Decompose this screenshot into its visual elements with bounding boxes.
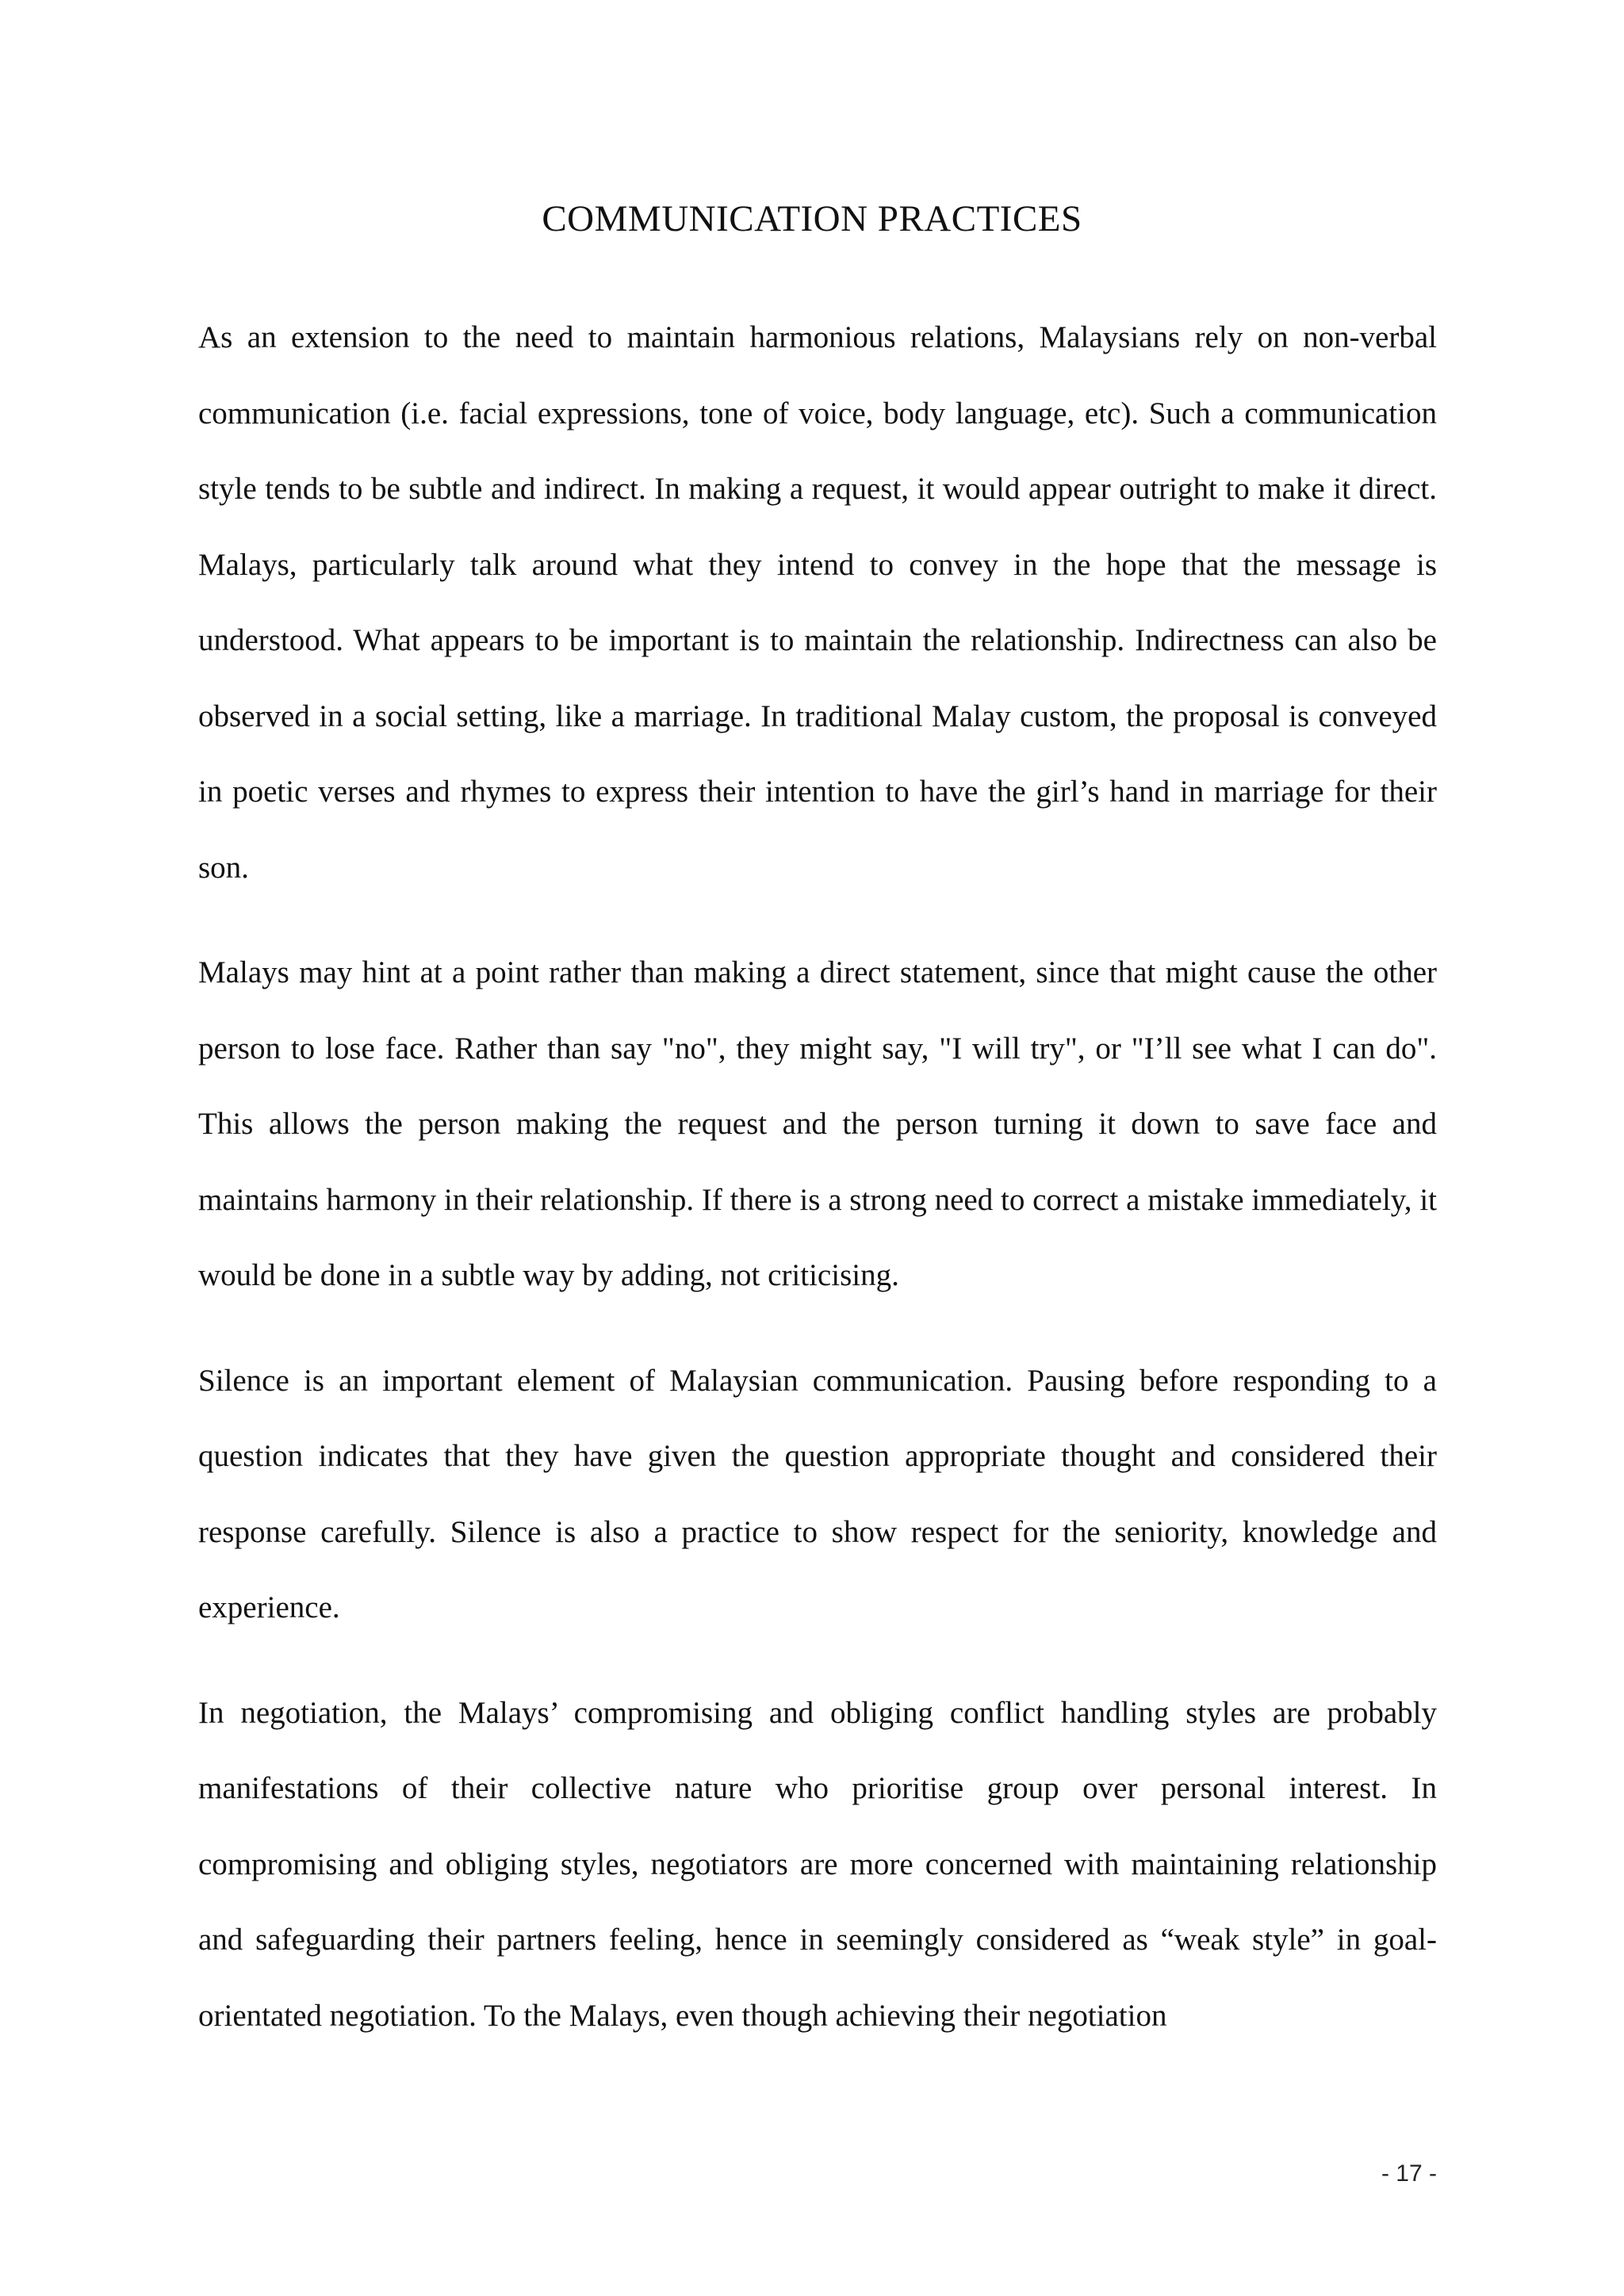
page-number: - 17 - — [1381, 2160, 1437, 2187]
page-title: COMMUNICATION PRACTICES — [542, 198, 1082, 239]
paragraph-silence: Silence is an important element of Malaysian communication. Pausing before responding to a question indicates that they have given the question appropriate thought and considered their response carefully. Silence is also a practice to show respect for the seniority, knowledge and experience. — [198, 1363, 1437, 1624]
paragraph-saving-face: Malays may hint at a point rather than making a direct statement, since that might cause the other person to lose face. Rather than say "no", they might say, "I will try", or "I’ll see what I can do". This allows the person making the request and the person turning it down to save face and maintains harmony in their relationship. If there is a strong need to correct a mistake immediately, it would be done in a subtle way by adding, not criticising. — [198, 955, 1437, 1292]
paragraph-negotiation: In negotiation, the Malays’ compromising and obliging conflict handling styles are probably manifestations of their collective nature who prioritise group over personal interest. In compromising and obliging styles, negotiators are more concerned with maintaining relationship and safeguarding their partners feeling, hence in seemingly considered as “weak style” in goal-orientated negotiation. To the Malays, even though achieving their negotiation — [198, 1695, 1437, 2033]
body-text — [198, 300, 1437, 2053]
paragraph-nonverbal-communication: As an extension to the need to maintain harmonious relations, Malaysians rely on non-verbal communication (i.e. facial expressions, tone of voice, body language, etc). Such a communication style tends to be subtle and indirect. In making a request, it would appear outright to make it direct. Malays, particularly talk around what they intend to convey in the hope that the message is understood. What appears to be important is to maintain the relationship. Indirectness can also be observed in a social setting, like a marriage. In traditional Malay custom, the proposal is conveyed in poetic verses and rhymes to express their intention to have the girl’s hand in marriage for their son. — [198, 320, 1437, 885]
